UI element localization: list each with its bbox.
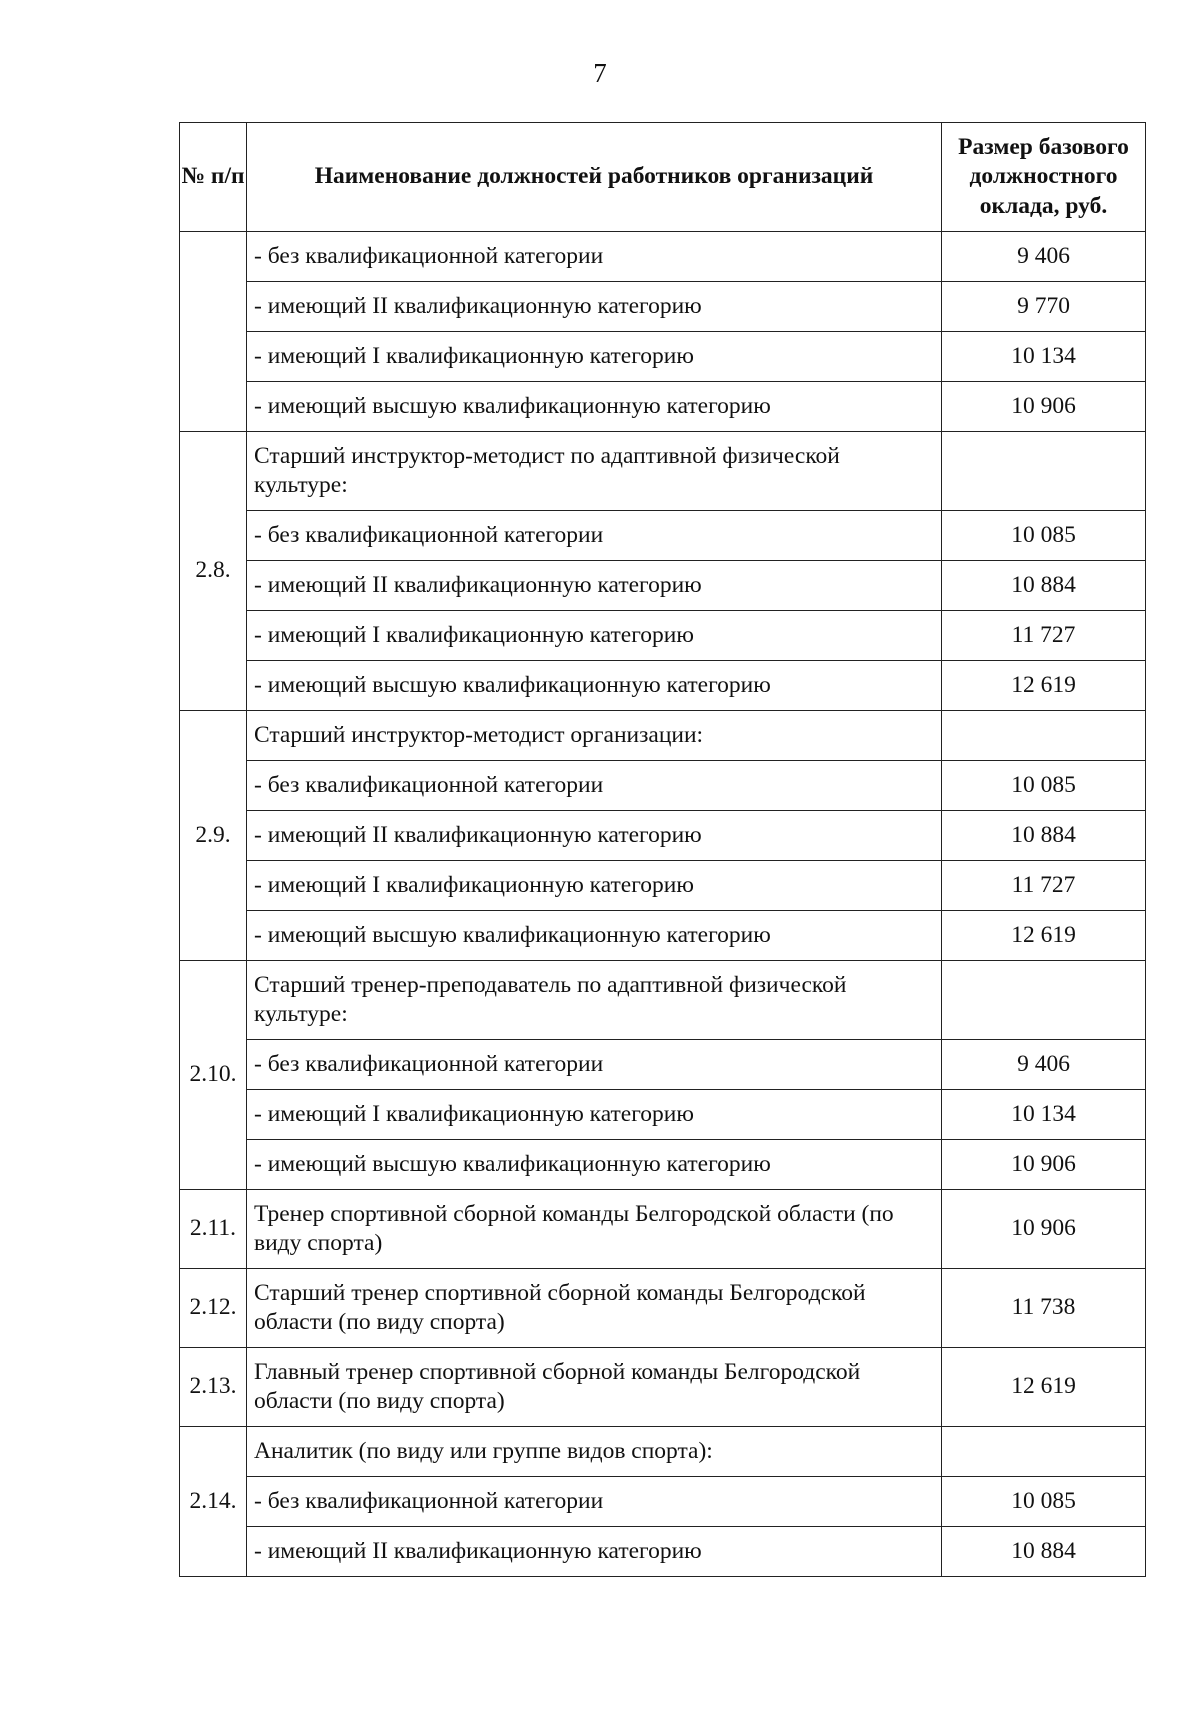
base-salary-cell: 11 738 (942, 1269, 1146, 1348)
table-row (180, 1348, 1146, 1427)
position-name-cell: - имеющий II квалификационную категорию (247, 561, 942, 611)
table-row (180, 911, 1146, 961)
base-salary-cell: 10 085 (942, 1477, 1146, 1527)
table-row (180, 232, 1146, 282)
table-body (180, 232, 1146, 1577)
base-salary-cell: 10 884 (942, 811, 1146, 861)
position-name-cell: - без квалификационной категории (247, 511, 942, 561)
base-salary-cell: 12 619 (942, 911, 1146, 961)
row-number-cell: 2.8. (180, 432, 247, 711)
base-salary-cell (942, 432, 1146, 511)
position-name-cell: - имеющий II квалификационную категорию (247, 1527, 942, 1577)
position-name-cell: Аналитик (по виду или группе видов спорта): (247, 1427, 942, 1477)
position-name-cell: - имеющий высшую квалификационную категорию (247, 661, 942, 711)
position-name-cell: - имеющий II квалификационную категорию (247, 282, 942, 332)
row-number-cell: 2.12. (180, 1269, 247, 1348)
row-number-cell: 2.9. (180, 711, 247, 961)
position-name-cell: Старший инструктор-методист по адаптивной физической культуре: (247, 432, 942, 511)
position-name-cell: - имеющий высшую квалификационную категорию (247, 382, 942, 432)
base-salary-cell: 10 906 (942, 1140, 1146, 1190)
row-number-cell: 2.13. (180, 1348, 247, 1427)
position-name-cell: Главный тренер спортивной сборной команды Белгородской области (по виду спорта) (247, 1348, 942, 1427)
table-row (180, 1427, 1146, 1477)
table-row (180, 1527, 1146, 1577)
table-row (180, 1269, 1146, 1348)
table-row (180, 1140, 1146, 1190)
position-name-cell: - имеющий высшую квалификационную категорию (247, 911, 942, 961)
position-name-cell: - имеющий II квалификационную категорию (247, 811, 942, 861)
position-name-cell: - имеющий I квалификационную категорию (247, 861, 942, 911)
table-row (180, 761, 1146, 811)
table-row (180, 961, 1146, 1040)
position-name-cell: - без квалификационной категории (247, 232, 942, 282)
base-salary-cell: 10 134 (942, 332, 1146, 382)
base-salary-cell (942, 711, 1146, 761)
position-name-cell: Старший инструктор-методист организации: (247, 711, 942, 761)
row-number-cell (180, 232, 247, 432)
position-name-cell: Старший тренер-преподаватель по адаптивной физической культуре: (247, 961, 942, 1040)
base-salary-cell: 11 727 (942, 611, 1146, 661)
base-salary-cell: 10 884 (942, 1527, 1146, 1577)
base-salary-cell: 10 906 (942, 1190, 1146, 1269)
table-header-row (180, 123, 1146, 232)
salary-table (179, 122, 1146, 1577)
position-name-cell: - без квалификационной категории (247, 1040, 942, 1090)
table-row (180, 1190, 1146, 1269)
position-name-cell: - имеющий I квалификационную категорию (247, 332, 942, 382)
base-salary-cell: 9 406 (942, 1040, 1146, 1090)
table-row (180, 432, 1146, 511)
row-number-cell: 2.10. (180, 961, 247, 1190)
position-name-cell: - без квалификационной категории (247, 761, 942, 811)
base-salary-cell (942, 1427, 1146, 1477)
row-number-cell: 2.11. (180, 1190, 247, 1269)
table-row (180, 282, 1146, 332)
position-name-cell: Тренер спортивной сборной команды Белгородской области (по виду спорта) (247, 1190, 942, 1269)
base-salary-cell: 10 085 (942, 511, 1146, 561)
header-number: № п/п (180, 123, 247, 232)
position-name-cell: - имеющий I квалификационную категорию (247, 611, 942, 661)
table-row (180, 711, 1146, 761)
position-name-cell: - имеющий высшую квалификационную категорию (247, 1140, 942, 1190)
position-name-cell: - имеющий I квалификационную категорию (247, 1090, 942, 1140)
base-salary-cell: 9 770 (942, 282, 1146, 332)
base-salary-cell: 10 906 (942, 382, 1146, 432)
base-salary-cell (942, 961, 1146, 1040)
table-row (180, 1477, 1146, 1527)
table-row (180, 661, 1146, 711)
table-row (180, 382, 1146, 432)
page-number: 7 (593, 58, 607, 88)
base-salary-cell: 12 619 (942, 1348, 1146, 1427)
header-position-name: Наименование должностей работников организаций (247, 123, 942, 232)
table-row (180, 511, 1146, 561)
base-salary-cell: 10 085 (942, 761, 1146, 811)
table-row (180, 1040, 1146, 1090)
table-row (180, 811, 1146, 861)
row-number-cell: 2.14. (180, 1427, 247, 1577)
base-salary-cell: 10 134 (942, 1090, 1146, 1140)
base-salary-cell: 10 884 (942, 561, 1146, 611)
table-row (180, 611, 1146, 661)
table-row (180, 332, 1146, 382)
header-base-salary: Размер базового должностного оклада, руб. (942, 123, 1146, 232)
table-row (180, 861, 1146, 911)
position-name-cell: Старший тренер спортивной сборной команды Белгородской области (по виду спорта) (247, 1269, 942, 1348)
base-salary-cell: 9 406 (942, 232, 1146, 282)
table-row (180, 561, 1146, 611)
position-name-cell: - без квалификационной категории (247, 1477, 942, 1527)
base-salary-cell: 11 727 (942, 861, 1146, 911)
table-row (180, 1090, 1146, 1140)
base-salary-cell: 12 619 (942, 661, 1146, 711)
